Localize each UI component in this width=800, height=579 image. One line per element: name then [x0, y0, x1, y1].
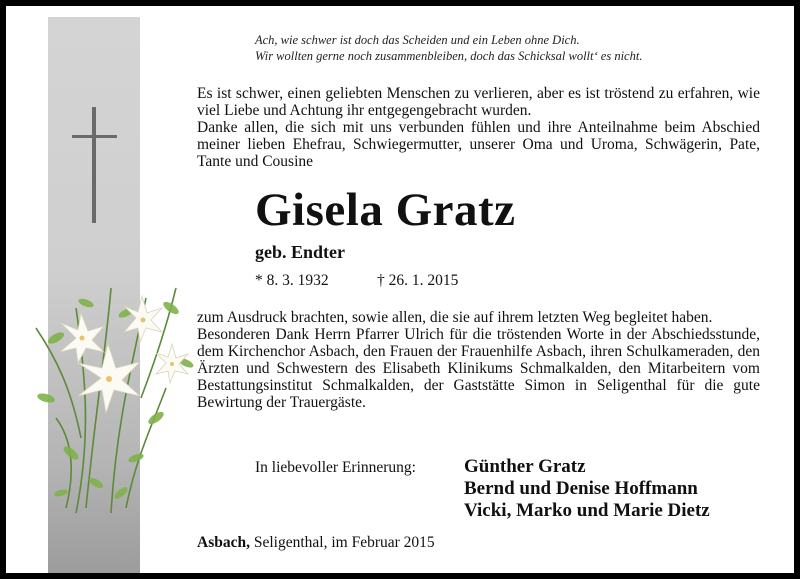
epitaph-quote: [255, 32, 775, 64]
quote-line: Wir wollten gerne noch zusammenbleiben, doch das Schicksal wollt‘ es nicht.: [255, 49, 643, 63]
intro-paragraph: [197, 85, 760, 170]
memory-label: In liebevoller Erinnerung:: [255, 459, 416, 476]
life-dates: [255, 272, 459, 290]
intro-text: Es ist schwer, einen geliebten Menschen zu verlieren, aber es ist tröstend zu erfahren, wie viel Liebe und Achtung ihr entgegengebracht wurden.: [197, 85, 760, 119]
body-text-1: zum Ausdruck brachten, sowie allen, die sie auf ihrem letzten Weg begleitet haben.: [197, 309, 713, 326]
place-date-line: [197, 534, 435, 552]
deceased-name: Gisela Gratz: [255, 184, 516, 236]
birth-date: * 8. 3. 1932: [255, 272, 329, 289]
lily-bouquet-icon: [16, 268, 206, 518]
death-date: † 26. 1. 2015: [377, 272, 459, 289]
body-text-2: Besonderen Dank Herrn Pfarrer Ulrich für die tröstenden Worte in der Abschiedsstunde, dem Kirchenchor Asbach, den Frauen der Frauenhilfe Asbach, ihren Schulkameraden, den Ärzten und Schwestern des Elisabeth Klinikums Schmalkalden, den Mitarbeitern vom Bestattungsinstitut Schmalkalden, der Gaststätte Simon in Seligenthal für die gute Bewirtung der Trauergäste.: [197, 326, 760, 411]
quote-line: Ach, wie schwer ist doch das Scheiden und ein Leben ohne Dich.: [255, 33, 580, 47]
mourner-name: Bernd und Denise Hoffmann: [464, 478, 698, 499]
birth-name: geb. Endter: [255, 242, 345, 262]
place-name: Asbach,: [197, 534, 250, 551]
place-rest: Seligenthal, im Februar 2015: [249, 534, 435, 551]
mourner-name: Günther Gratz: [464, 456, 586, 477]
mourner-name: Vicki, Marko und Marie Dietz: [464, 500, 710, 521]
thanks-paragraph: [197, 309, 760, 411]
thanks-text: Danke allen, die sich mit uns verbunden fühlen und ihre Anteilnahme beim Abschied meiner lieben Ehefrau, Schwiegermutter, unserer Oma und Uroma, Schwägerin, Pate, Tante und Cousine: [197, 119, 760, 170]
mourners-list: [464, 456, 710, 522]
